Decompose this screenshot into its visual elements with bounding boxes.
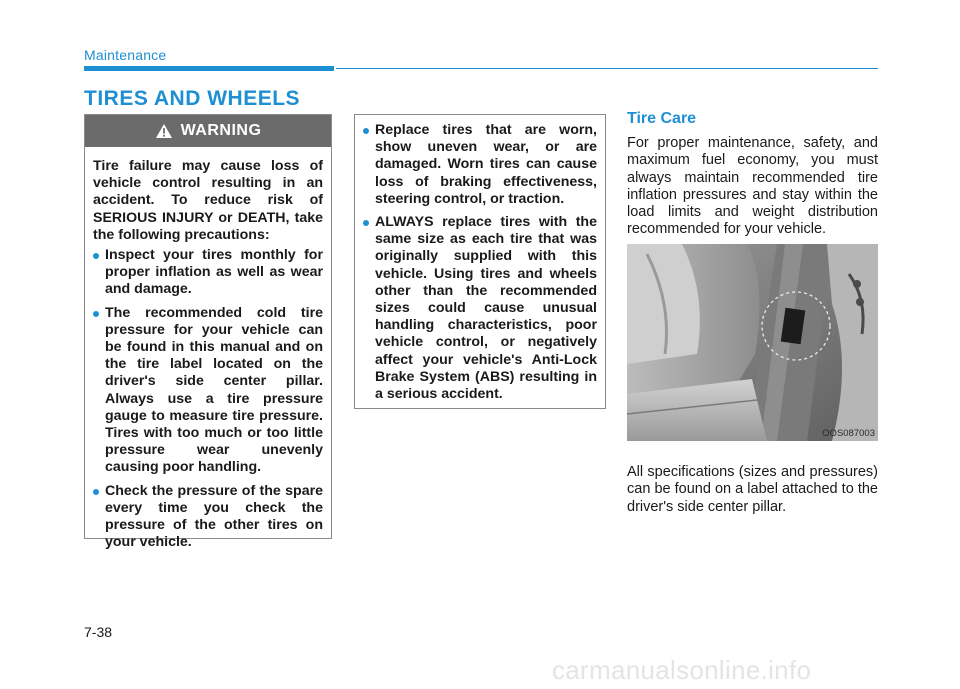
warning-bullet xyxy=(363,214,597,403)
warning-continued-body xyxy=(355,115,605,403)
bullet-dot-icon xyxy=(363,220,369,226)
warning-bullet-text: ALWAYS replace tires with the same size as each tire that was originally supplied with this vehicle. Using tires and wheels other than the recommended sizes could cause unusual handling characteristics, poor vehicle control, or negatively affect your vehicle's Anti-Lock Brake System (ABS) resulting in a serious accident. xyxy=(375,214,597,403)
warning-intro: Tire failure may cause loss of vehicle control resulting in an accident. To reduce risk of SERIOUS INJURY or DEATH, take the following precautions: xyxy=(93,158,323,243)
bullet-dot-icon xyxy=(93,489,99,495)
page-title: TIRES AND WHEELS xyxy=(84,87,301,110)
header-rule xyxy=(336,68,878,69)
section-label: Maintenance xyxy=(84,47,167,63)
warning-triangle-icon xyxy=(155,123,173,139)
warning-bullet-text: Inspect your tires monthly for proper inflation as well as wear and damage. xyxy=(105,247,323,298)
warning-bullet xyxy=(363,122,597,208)
warning-bullet-list xyxy=(93,247,323,551)
tire-care-paragraph: For proper maintenance, safety, and maximum fuel economy, you must always maintain recommended tire inflation pressures and stay within the load limits and weight distribution recommended for your vehicle. xyxy=(627,135,878,238)
warning-continued-bullet-list xyxy=(363,122,597,403)
door-pillar-illustration xyxy=(627,244,878,441)
warning-bullet-text: Replace tires that are worn, show uneven wear, or are damaged. Worn tires can cause loss of braking effectiveness, steering control, or traction. xyxy=(375,122,597,207)
warning-bullet xyxy=(93,305,323,477)
warning-bullet xyxy=(93,247,323,299)
warning-bullet xyxy=(93,483,323,552)
warning-header-label: WARNING xyxy=(180,122,262,139)
warning-continued-box xyxy=(354,114,606,409)
bullet-dot-icon xyxy=(93,253,99,259)
tire-label-paragraph: All specifications (sizes and pressures) can be found on a label attached to the driver's side center pillar. xyxy=(627,464,878,515)
bullet-dot-icon xyxy=(363,128,369,134)
warning-bullet-text: Check the pressure of the spare every time you check the pressure of the other tires on your vehicle. xyxy=(105,482,323,551)
tire-care-title: Tire Care xyxy=(627,110,697,127)
tire-label-photo xyxy=(627,244,878,441)
image-code: OOS087003 xyxy=(822,428,875,439)
warning-bullet-text: The recommended cold tire pressure for your vehicle can be found in this manual and on the tire label located on the driver's side center pillar. Always use a tire pressure gauge to measure tire pressure. Tires with too much or too little pressure wear unevenly causing poor handling. xyxy=(105,304,323,476)
warning-box xyxy=(84,114,332,551)
watermark: carmanualsonline.info xyxy=(552,655,812,685)
header-rule-accent xyxy=(84,66,334,71)
warning-body xyxy=(85,147,331,551)
page-number: 7-38 xyxy=(84,624,113,640)
warning-header xyxy=(85,115,331,147)
bullet-dot-icon xyxy=(93,311,99,317)
